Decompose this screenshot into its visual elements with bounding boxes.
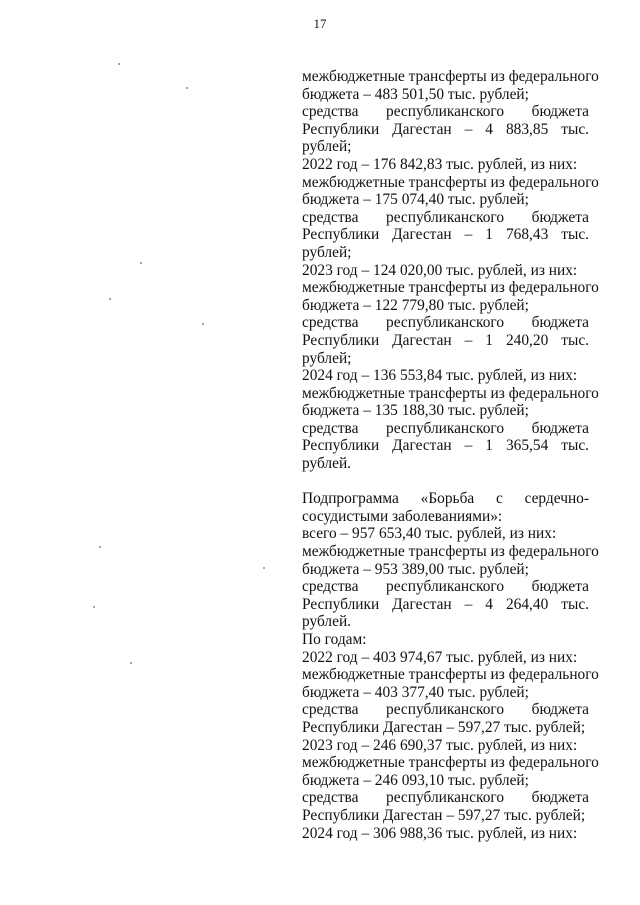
text-line: бюджета – 135 188,30 тыс. рублей;: [302, 402, 529, 420]
scan-speck: [118, 63, 120, 65]
text-line: Республики Дагестан – 1 768,43 тыс.: [302, 226, 589, 244]
text-line: 2023 год – 246 690,37 тыс. рублей, из них:: [302, 736, 578, 754]
scan-speck: [263, 567, 265, 569]
text-line: бюджета – 403 377,40 тыс. рублей;: [302, 683, 529, 701]
text-line: средства республиканского бюджета: [302, 314, 589, 332]
text-line: средства республиканского бюджета: [302, 103, 589, 121]
text-line: межбюджетные трансферты из федерального: [302, 754, 599, 772]
text-line: межбюджетные трансферты из федерального: [302, 279, 599, 297]
scan-speck: [109, 298, 111, 300]
text-line: рублей;: [302, 243, 352, 261]
text-line: средства республиканского бюджета: [302, 789, 589, 807]
paragraph-gap: [302, 473, 589, 491]
text-line: средства республиканского бюджета: [302, 208, 589, 226]
text-line: бюджета – 246 093,10 тыс. рублей;: [302, 771, 529, 789]
text-line: рублей.: [302, 613, 352, 631]
text-line: Республики Дагестан – 4 883,85 тыс.: [302, 120, 589, 138]
text-line: бюджета – 122 779,80 тыс. рублей;: [302, 296, 529, 314]
text-line: По годам:: [302, 631, 367, 648]
text-line: 2022 год – 403 974,67 тыс. рублей, из них:: [302, 648, 578, 666]
text-line: средства республиканского бюджета: [302, 578, 589, 596]
text-line: рублей.: [302, 455, 352, 473]
text-line: средства республиканского бюджета: [302, 701, 589, 719]
text-line: рублей;: [302, 349, 352, 367]
text-line: 2024 год – 306 988,36 тыс. рублей, из них:: [302, 824, 578, 842]
text-line: 2024 год – 136 553,84 тыс. рублей, из них:: [302, 367, 578, 385]
text-line: средства республиканского бюджета: [302, 419, 589, 437]
text-line: бюджета – 175 074,40 тыс. рублей;: [302, 191, 529, 209]
scan-speck: [93, 606, 95, 608]
text-line: Республики Дагестан – 1 240,20 тыс.: [302, 331, 589, 349]
text-line: сосудистыми заболеваниями»:: [302, 507, 503, 525]
scan-speck: [99, 546, 101, 548]
text-line: межбюджетные трансферты из федерального: [302, 384, 599, 402]
document-text-column: [302, 68, 599, 842]
text-line: Подпрограмма «Борьба с сердечно-: [302, 490, 589, 508]
text-line: межбюджетные трансферты из федерального: [302, 666, 599, 684]
text-line: 2022 год – 176 842,83 тыс. рублей, из них:: [302, 155, 578, 173]
text-line: Республики Дагестан – 1 365,54 тыс.: [302, 437, 589, 455]
text-line: рублей;: [302, 138, 352, 156]
text-line: межбюджетные трансферты из федерального: [302, 68, 599, 85]
text-line: межбюджетные трансферты из федерального: [302, 173, 599, 191]
text-line: 2023 год – 124 020,00 тыс. рублей, из них:: [302, 261, 578, 279]
scan-speck: [186, 87, 188, 89]
scan-speck: [202, 323, 204, 325]
scan-speck: [130, 662, 132, 664]
text-line: бюджета – 483 501,50 тыс. рублей;: [302, 85, 529, 103]
text-line: Республики Дагестан – 597,27 тыс. рублей;: [302, 806, 586, 824]
scan-speck: [140, 262, 142, 264]
text-line: Республики Дагестан – 4 264,40 тыс.: [302, 595, 589, 613]
text-line: бюджета – 953 389,00 тыс. рублей;: [302, 560, 529, 578]
text-line: всего – 957 653,40 тыс. рублей, из них:: [302, 525, 557, 543]
text-line: межбюджетные трансферты из федерального: [302, 543, 599, 561]
page-number: 17: [313, 16, 327, 31]
text-line: Республики Дагестан – 597,27 тыс. рублей;: [302, 718, 586, 736]
